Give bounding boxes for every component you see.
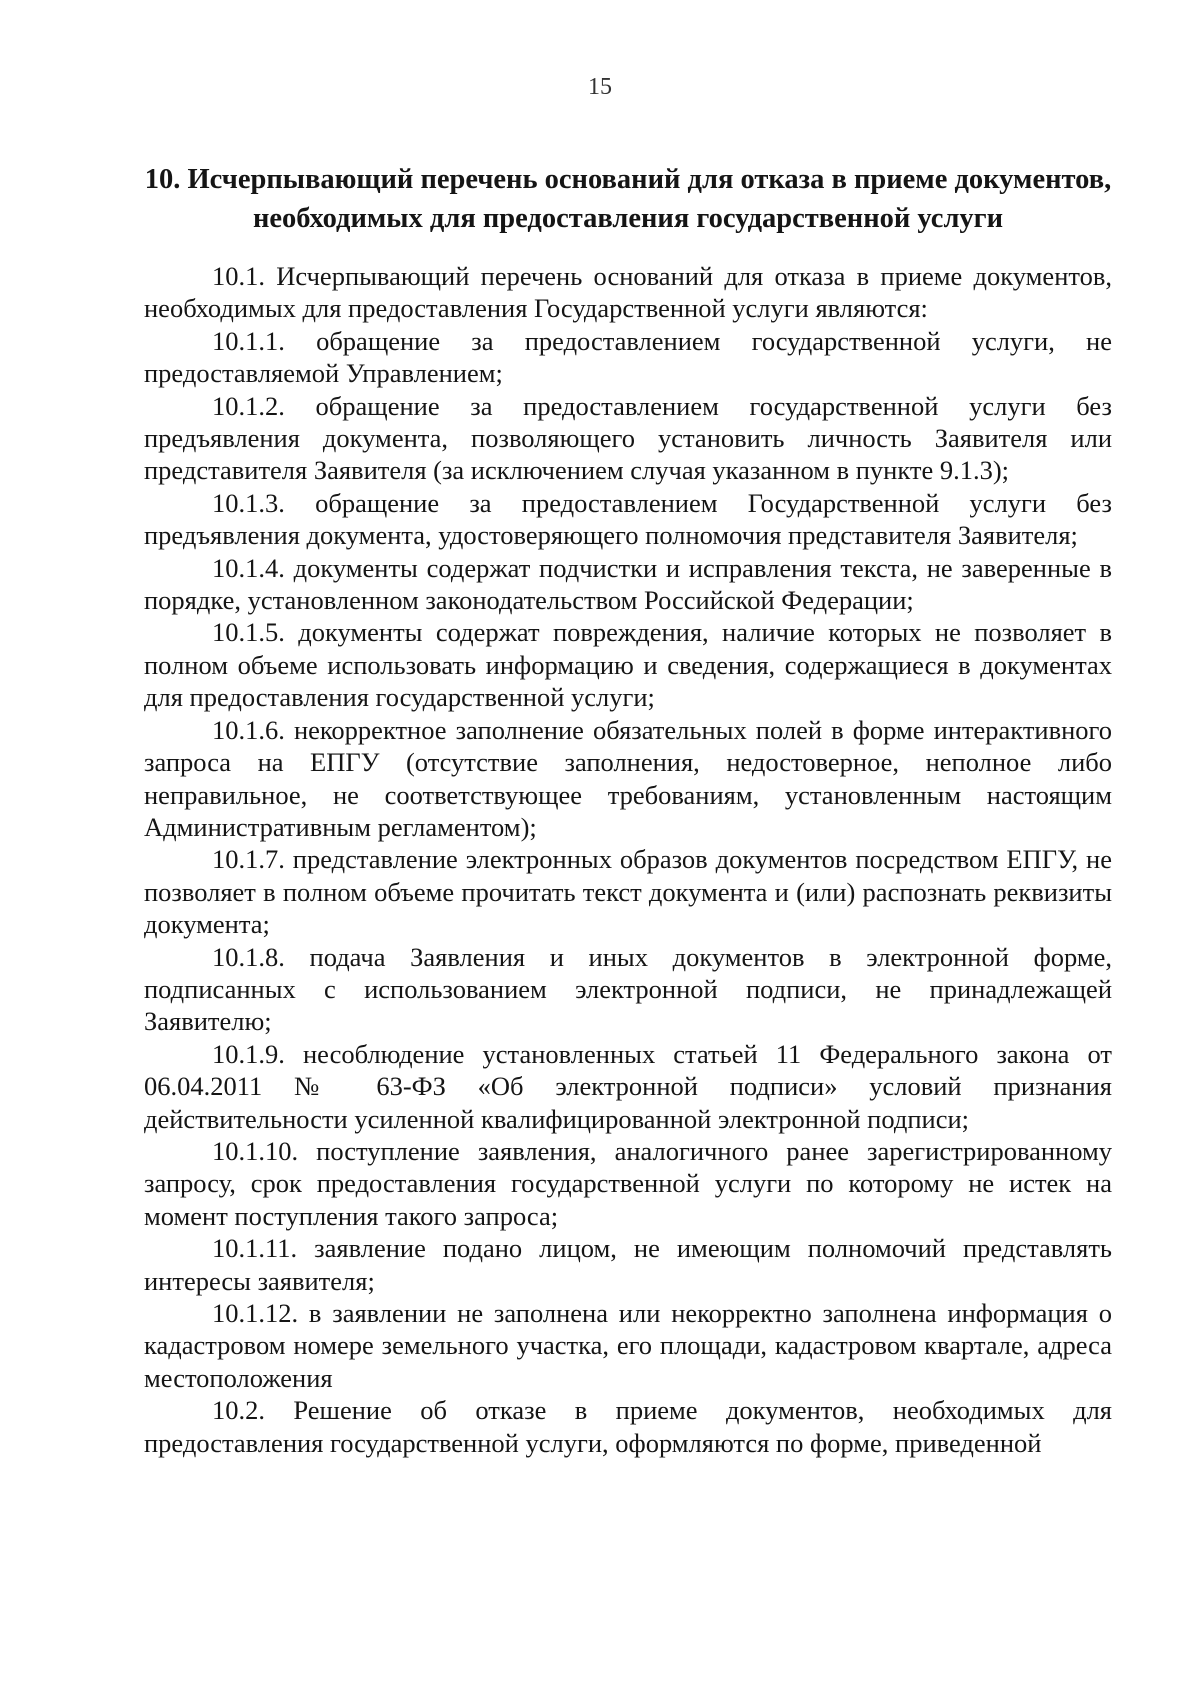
document-body [144,260,1112,1459]
paragraph-10-1-5: 10.1.5. документы содержат повреждения, наличие которых не позволяет в полном объеме использовать информацию и сведения, содержащиеся в документах для предоставления государственной услуги; [144,617,1112,713]
page-number: 15 [588,74,612,100]
paragraph-10-1-12: 10.1.12. в заявлении не заполнена или некорректно заполнена информация о кадастровом номере земельного участка, его площади, кадастровом квартале, адреса местоположения [144,1298,1112,1393]
section-heading-line-1: 10. Исчерпывающий перечень оснований для отказа в приеме документов, [144,164,1112,195]
paragraph-10-1-4: 10.1.4. документы содержат подчистки и исправления текста, не заверенные в порядке, установленном законодательством Российской Федерации; [144,552,1112,616]
paragraph-10-1-3: 10.1.3. обращение за предоставлением Государственной услуги без предъявления документа, удостоверяющего полномочия представителя Заявителя; [144,487,1112,551]
paragraph-10-1-7: 10.1.7. представление электронных образов документов посредством ЕПГУ, не позволяет в полном объеме прочитать текст документа и (или) распознать реквизиты документа; [144,844,1112,940]
section-heading-line-2: необходимых для предоставления государственной услуги [252,203,1004,234]
paragraph-10-1-9: 10.1.9. несоблюдение установленных статьей 11 Федерального закона от 06.04.2011 № 63-ФЗ «Об электронной подписи» условий признания действительности усиленной квалифицированной электронной подписи; [144,1038,1112,1134]
paragraph-10-1-6: 10.1.6. некорректное заполнение обязательных полей в форме интерактивного запроса на ЕПГУ (отсутствие заполнения, недостоверное, неполное либо неправильное, не соответствующее требованиям, установленным настоящим Административным регламентом); [144,714,1112,842]
paragraph-10-1-8: 10.1.8. подача Заявления и иных документов в электронной форме, подписанных с использованием электронной подписи, не принадлежащей Заявителю; [144,941,1112,1037]
paragraph-10-1-10: 10.1.10. поступление заявления, аналогичного ранее зарегистрированному запросу, срок предоставления государственной услуги по которому не истек на момент поступления такого запроса; [144,1135,1112,1231]
paragraph-10-1-2: 10.1.2. обращение за предоставлением государственной услуги без предъявления документа, позволяющего установить личность Заявителя или представителя Заявителя (за исключением случая указанном в пункте 9.1.3); [144,390,1112,486]
paragraph-10-1-11: 10.1.11. заявление подано лицом, не имеющим полномочий представлять интересы заявителя; [144,1233,1112,1296]
paragraph-10-1: 10.1. Исчерпывающий перечень оснований для отказа в приеме документов, необходимых для предоставления Государственной услуги являются: [144,261,1112,324]
paragraph-10-2: 10.2. Решение об отказе в приеме документов, необходимых для предоставления государственной услуги, оформляются по форме, приведенной [144,1395,1112,1458]
section-heading [138,160,1118,238]
paragraph-10-1-1: 10.1.1. обращение за предоставлением государственной услуги, не предоставляемой Управлением; [144,325,1112,389]
